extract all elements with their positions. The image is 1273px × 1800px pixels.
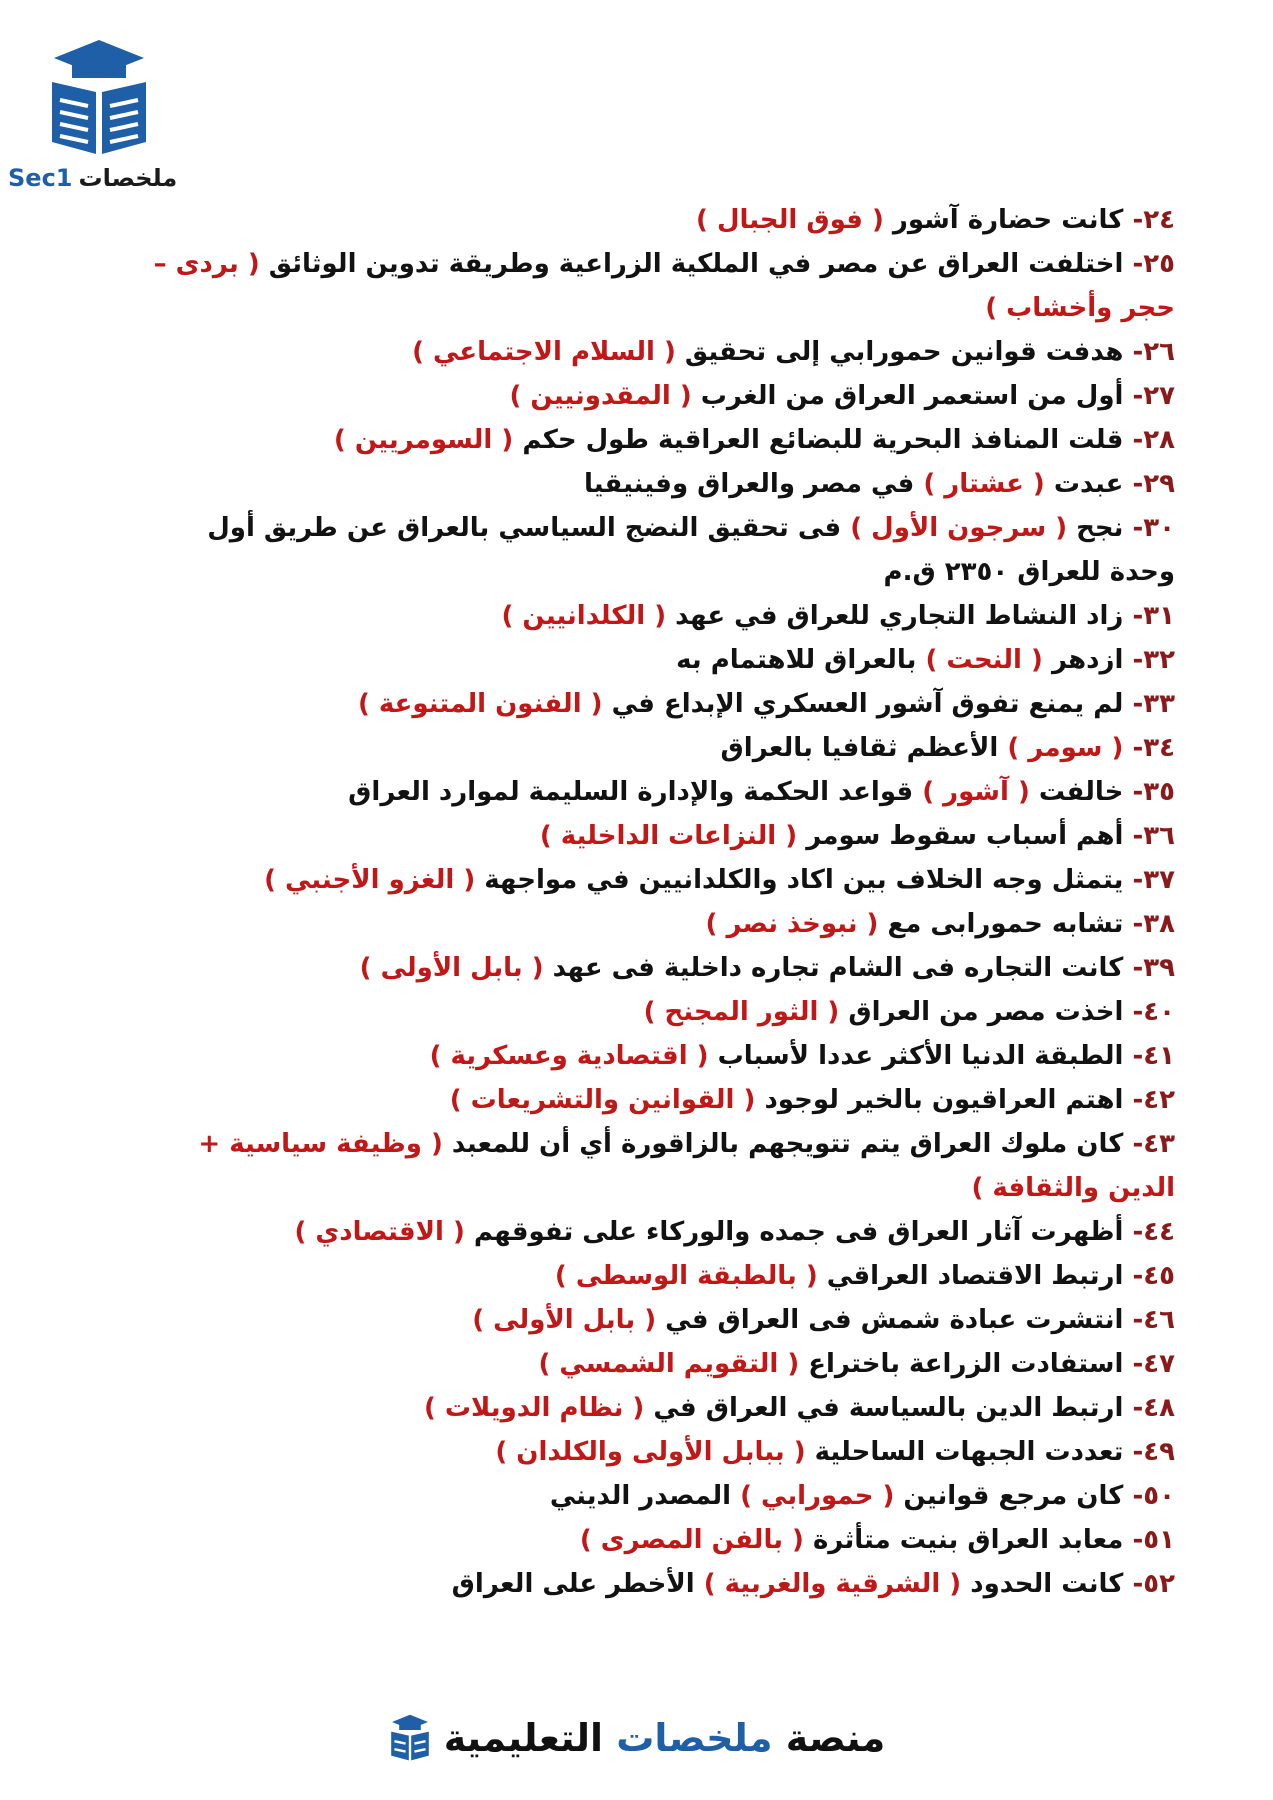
list-item (150, 1386, 1175, 1430)
item-number: ٥٢- (1132, 1569, 1175, 1599)
item-answer: ( بابل الأولى ) (472, 1305, 657, 1335)
item-text: أول من استعمر العراق من الغرب (691, 381, 1124, 411)
item-number: ٤٨- (1132, 1393, 1175, 1423)
item-answer: ( بالفن المصرى ) (579, 1525, 804, 1555)
footer-title (444, 1716, 886, 1760)
item-number: ٤٤- (1132, 1217, 1175, 1247)
footer-part2: التعليمية (443, 1716, 617, 1760)
item-answer: ( آشور ) (922, 777, 1030, 807)
item-number: ٣٧- (1132, 865, 1175, 895)
item-text-after: بالعراق للاهتمام به (676, 645, 926, 675)
item-number: ٤٧- (1132, 1349, 1175, 1379)
item-answer: ( المقدونيين ) (509, 381, 692, 411)
item-text: يتمثل وجه الخلاف بين اكاد والكلدانيين في مواجهة (475, 865, 1124, 895)
list-item (150, 462, 1175, 506)
item-answer: ( نظام الدويلات ) (424, 1393, 645, 1423)
list-item (150, 990, 1175, 1034)
item-number: ٥١- (1132, 1525, 1175, 1555)
list-item (150, 1298, 1175, 1342)
footer-part1: منصة (772, 1716, 886, 1760)
item-text-after: قواعد الحكمة والإدارة السليمة لموارد العراق (348, 777, 923, 807)
book-graduation-cap-icon (388, 1713, 432, 1763)
item-answer: ( حمورابي ) (740, 1481, 895, 1511)
item-text: اخذت مصر من العراق (839, 997, 1124, 1027)
list-item (150, 814, 1175, 858)
item-number: ٤٥- (1132, 1261, 1175, 1291)
list-item (150, 1430, 1175, 1474)
item-text-after: الأعظم ثقافيا بالعراق (720, 733, 1008, 763)
item-text: الطبقة الدنيا الأكثر عددا لأسباب (708, 1041, 1124, 1071)
item-number: ٢٨- (1132, 425, 1175, 455)
item-answer: ( الكلدانيين ) (501, 601, 667, 631)
item-answer: ( بابل الأولى ) (359, 953, 544, 983)
item-answer: ( عشتار ) (923, 469, 1045, 499)
item-answer: ( القوانين والتشريعات ) (449, 1085, 756, 1115)
item-answer: ( السومريين ) (333, 425, 514, 455)
item-text: اهتم العراقيون بالخير لوجود (755, 1085, 1124, 1115)
item-text: ارتبط الاقتصاد العراقي (817, 1261, 1124, 1291)
item-number: ٢٥- (1132, 249, 1175, 279)
list-item (150, 726, 1175, 770)
footer (0, 1708, 1273, 1768)
list-item (150, 1122, 1175, 1210)
item-number: ٤١- (1132, 1041, 1175, 1071)
item-number: ٣٤- (1132, 733, 1175, 763)
item-number: ٣٣- (1132, 689, 1175, 719)
item-answer: ( نبوخذ نصر ) (705, 909, 879, 939)
item-answer: ( وظيفة سياسية + الدين والثقافة ) (198, 1129, 1175, 1203)
list-item (150, 902, 1175, 946)
list-item (150, 418, 1175, 462)
list-item (150, 1254, 1175, 1298)
item-number: ٢٤- (1132, 205, 1175, 235)
item-answer: ( اقتصادية وعسكرية ) (429, 1041, 709, 1071)
item-number: ٣٥- (1132, 777, 1175, 807)
item-answer: ( الفنون المتنوعة ) (357, 689, 603, 719)
item-text: كانت حضارة آشور (883, 205, 1124, 235)
list-item (150, 1034, 1175, 1078)
logo-brand: Sec1 (8, 164, 73, 192)
item-text: لم يمنع تفوق آشور العسكري الإبداع في (602, 689, 1124, 719)
item-text: كانت الحدود (961, 1569, 1124, 1599)
item-text-after: الأخطر على العراق (451, 1569, 704, 1599)
book-graduation-cap-icon (44, 36, 154, 160)
item-answer: ( سرجون الأول ) (850, 513, 1068, 543)
item-answer: ( الثور المجنح ) (643, 997, 840, 1027)
logo-caption (8, 164, 198, 198)
item-text-after: فى تحقيق النضج السياسي بالعراق عن طريق أول وحدة للعراق ٢٣٥٠ ق.م (207, 513, 1175, 587)
item-text: زاد النشاط التجاري للعراق في عهد (666, 601, 1124, 631)
item-text: تشابه حمورابى مع (878, 909, 1124, 939)
item-answer: ( سومر ) (1007, 733, 1124, 763)
item-number: ٤٢- (1132, 1085, 1175, 1115)
item-answer: ( ببابل الأولى والكلدان ) (495, 1437, 806, 1467)
item-number: ٤٦- (1132, 1305, 1175, 1335)
item-number: ٢٧- (1132, 381, 1175, 411)
list-item (150, 242, 1175, 330)
item-answer: ( الاقتصادي ) (294, 1217, 465, 1247)
item-text-after: في مصر والعراق وفينيقيا (583, 469, 924, 499)
list-item (150, 1518, 1175, 1562)
item-answer: ( بالطبقة الوسطى ) (554, 1261, 818, 1291)
list-item (150, 374, 1175, 418)
item-text: كان ملوك العراق يتم تتويجهم بالزاقورة أي أن للمعبد (442, 1129, 1124, 1159)
list-item (150, 594, 1175, 638)
item-text: انتشرت عبادة شمش فى العراق في (656, 1305, 1124, 1335)
list-item (150, 1562, 1175, 1606)
item-text: ازدهر (1042, 645, 1124, 675)
item-answer: ( التقويم الشمسي ) (538, 1349, 800, 1379)
item-answer: ( الغزو الأجنبي ) (264, 865, 476, 895)
list-item (150, 330, 1175, 374)
item-text: نجح (1067, 513, 1124, 543)
item-number: ٣٦- (1132, 821, 1175, 851)
list-item (150, 1210, 1175, 1254)
list-item (150, 1078, 1175, 1122)
item-answer: ( النزاعات الداخلية ) (539, 821, 798, 851)
item-text: تعددت الجبهات الساحلية (805, 1437, 1124, 1467)
item-text: كانت التجاره فى الشام تجاره داخلية فى عهد (543, 953, 1124, 983)
list-item (150, 638, 1175, 682)
item-text: معابد العراق بنيت متأثرة (803, 1525, 1124, 1555)
item-text: أظهرت آثار العراق فى جمده والوركاء على تفوقهم (464, 1217, 1124, 1247)
item-answer: ( فوق الجبال ) (696, 205, 884, 235)
item-answer: ( النحت ) (925, 645, 1043, 675)
item-answer: ( بردى – حجر وأخشاب ) (153, 249, 1175, 323)
list-item (150, 1342, 1175, 1386)
list-item (150, 506, 1175, 594)
item-text: اختلفت العراق عن مصر في الملكية الزراعية وطريقة تدوين الوثائق (259, 249, 1124, 279)
item-text: كان مرجع قوانين (894, 1481, 1124, 1511)
item-number: ٤٠- (1132, 997, 1175, 1027)
item-text: استفادت الزراعة باختراع (799, 1349, 1124, 1379)
list-item (150, 770, 1175, 814)
item-number: ٣٩- (1132, 953, 1175, 983)
item-text: قلت المنافذ البحرية للبضائع العراقية طول حكم (513, 425, 1124, 455)
item-number: ٣١- (1132, 601, 1175, 631)
logo-word: ملخصات (78, 164, 178, 192)
list-item (150, 682, 1175, 726)
item-number: ٢٦- (1132, 337, 1175, 367)
item-number: ٢٩- (1132, 469, 1175, 499)
list-item (150, 858, 1175, 902)
footer-highlight: ملخصات (616, 1716, 773, 1760)
item-text: أهم أسباب سقوط سومر (797, 821, 1124, 851)
list-item (150, 946, 1175, 990)
item-number: ٣٠- (1132, 513, 1175, 543)
item-number: ٤٩- (1132, 1437, 1175, 1467)
item-number: ٣٨- (1132, 909, 1175, 939)
list-item (150, 1474, 1175, 1518)
brand-logo (8, 36, 198, 206)
question-list (150, 198, 1175, 1606)
item-text: عبدت (1044, 469, 1124, 499)
item-number: ٤٣- (1132, 1129, 1175, 1159)
list-item (150, 198, 1175, 242)
item-text: ارتبط الدين بالسياسة في العراق في (644, 1393, 1124, 1423)
item-text-after: المصدر الديني (549, 1481, 741, 1511)
item-text: خالفت (1029, 777, 1124, 807)
item-answer: ( الشرقية والغربية ) (703, 1569, 962, 1599)
item-number: ٣٢- (1132, 645, 1175, 675)
item-text: هدفت قوانين حمورابي إلى تحقيق (675, 337, 1124, 367)
item-answer: ( السلام الاجتماعي ) (412, 337, 676, 367)
item-number: ٥٠- (1132, 1481, 1175, 1511)
